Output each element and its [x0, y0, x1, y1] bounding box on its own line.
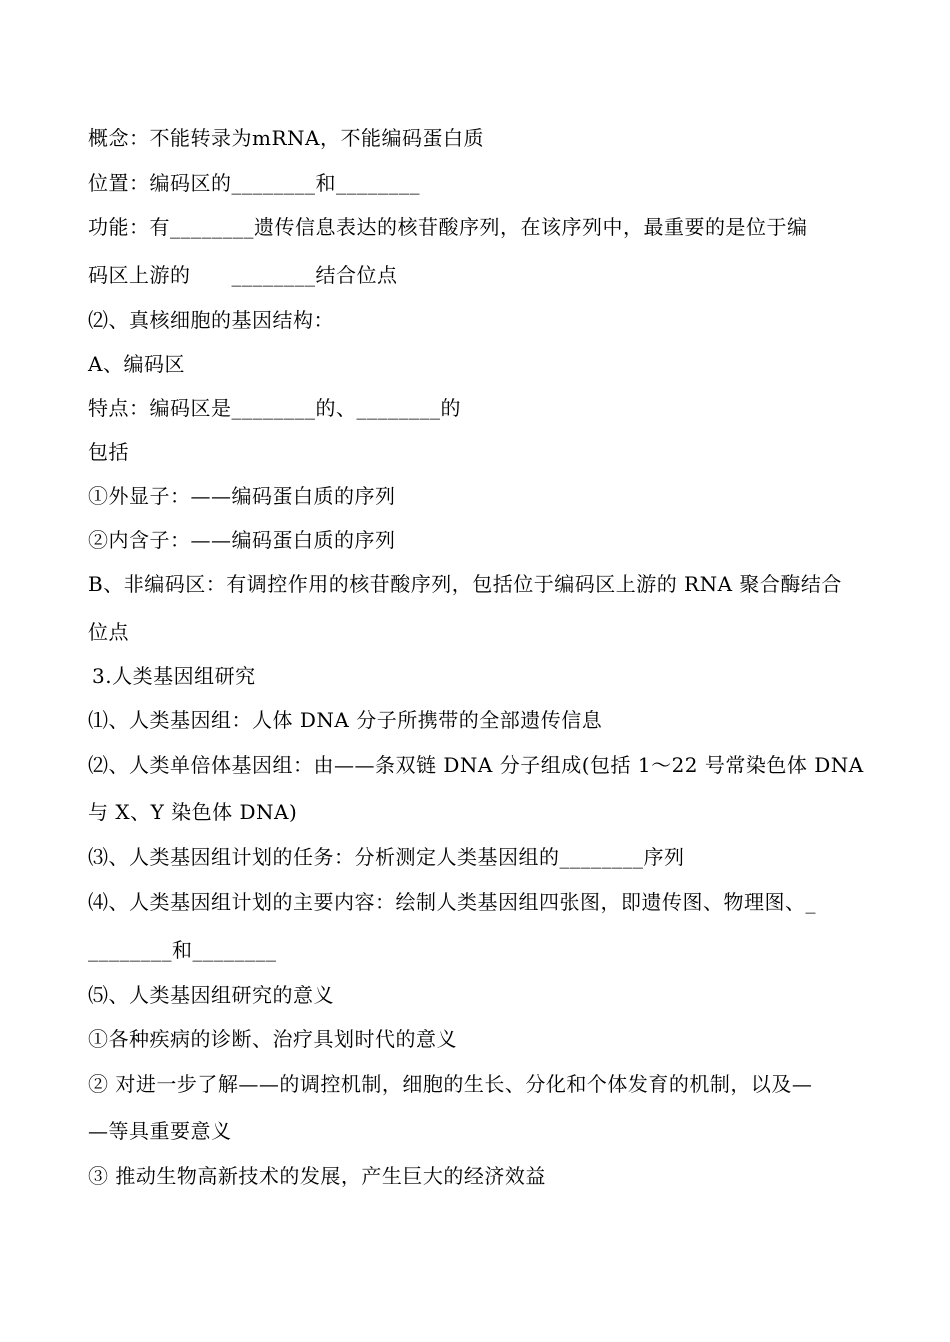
function-line-continued: 码区上游的 ________结合位点 [88, 263, 398, 287]
significance-item-3: ③ 推动生物高新技术的发展，产生巨大的经济效益 [88, 1164, 546, 1188]
research-significance-heading: ⑸、人类基因组研究的意义 [88, 983, 334, 1007]
haploid-genome-line-continued: 与 X、Y 染色体 DNA) [88, 800, 298, 824]
feature-line: 特点：编码区是________的、________的 [88, 396, 461, 420]
significance-item-2-continued: —等具重要意义 [88, 1119, 232, 1143]
human-genome-line: ⑴、人类基因组：人体 DNA 分子所携带的全部遗传信息 [88, 708, 603, 732]
coding-region-heading: A、编码区 [88, 352, 185, 376]
genome-project-content-line: ⑷、人类基因组计划的主要内容：绘制人类基因组四张图，即遗传图、物理图、_ [88, 890, 816, 914]
human-genome-research-heading: 3.人类基因组研究 [92, 664, 256, 688]
exon-line: ①外显子：——编码蛋白质的序列 [88, 484, 396, 508]
significance-item-2: ② 对进一步了解——的调控机制，细胞的生长、分化和个体发育的机制，以及— [88, 1072, 813, 1096]
intron-line: ②内含子：——编码蛋白质的序列 [88, 528, 396, 552]
haploid-genome-line: ⑵、人类单倍体基因组：由——条双链 DNA 分子组成(包括 1～22 号常染色体 DNA [88, 753, 864, 777]
includes-line: 包括 [88, 440, 129, 464]
genome-project-content-line-continued: ________和________ [88, 938, 277, 962]
position-line: 位置：编码区的________和________ [88, 171, 420, 195]
concept-line: 概念：不能转录为mRNA，不能编码蛋白质 [88, 126, 484, 150]
function-line: 功能：有________遗传信息表达的核苷酸序列，在该序列中，最重要的是位于编 [88, 215, 808, 239]
genome-project-task-line: ⑶、人类基因组计划的任务：分析测定人类基因组的________序列 [88, 845, 685, 869]
non-coding-region-line: B、非编码区：有调控作用的核苷酸序列，包括位于编码区上游的 RNA 聚合酶结合 [88, 572, 842, 596]
non-coding-region-line-continued: 位点 [88, 620, 129, 644]
significance-item-1: ①各种疾病的诊断、治疗具划时代的意义 [88, 1027, 457, 1051]
eukaryote-gene-structure-heading: ⑵、真核细胞的基因结构： [88, 308, 334, 332]
